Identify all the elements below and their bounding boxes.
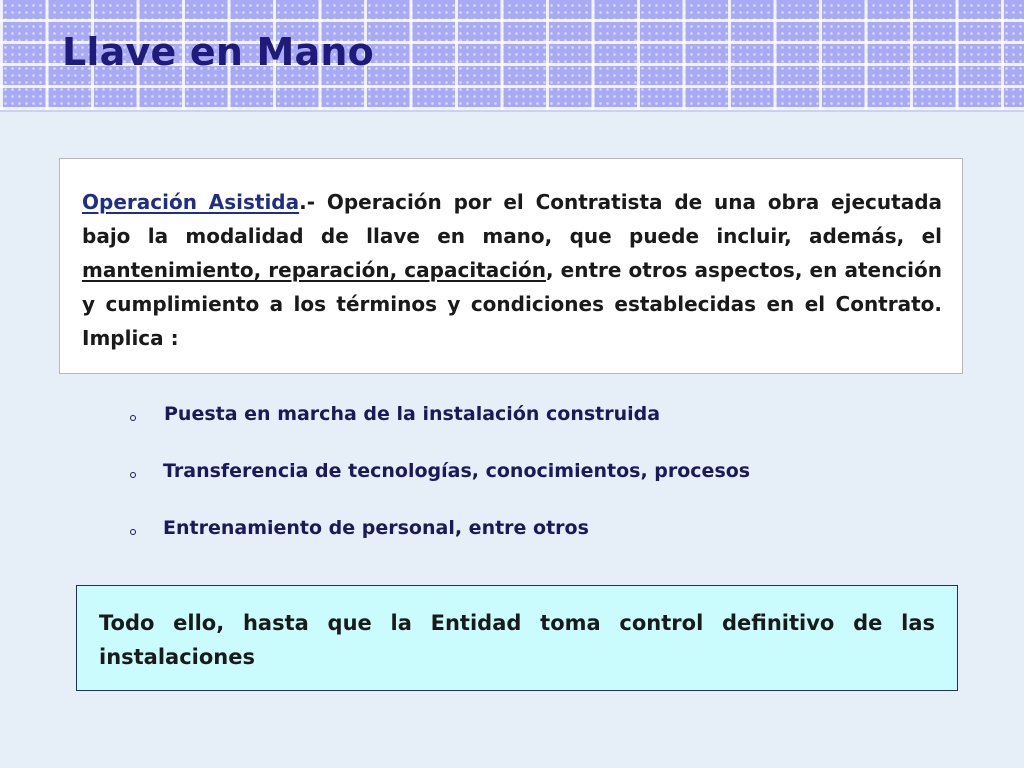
circle-bullet-icon [130, 415, 136, 421]
conclusion-box [76, 585, 958, 691]
list-item-text: Puesta en marcha de la instalación construida [164, 403, 661, 425]
definition-paragraph [82, 185, 942, 355]
slide-title: Llave en Mano [62, 30, 374, 74]
definition-text-part1: .- Operación por el Contratista de una obra ejecutada bajo la modalidad de llave en mano, que puede incluir, además, el [82, 190, 943, 248]
list-item-text: Entrenamiento de personal, entre otros [163, 517, 589, 539]
definition-text-part2: , entre otros aspectos, en atención y cumplimiento a los términos y condiciones establecidas en el Contrato. Implica : [82, 258, 942, 350]
circle-bullet-icon [130, 529, 136, 535]
definition-box [59, 158, 963, 374]
circle-bullet-icon [130, 472, 136, 478]
list-item-text: Transferencia de tecnologías, conocimientos, procesos [163, 460, 751, 482]
definition-underlined-list: mantenimiento, reparación, capacitación [82, 258, 546, 282]
definition-term: Operación Asistida [82, 190, 300, 214]
conclusion-text: Todo ello, hasta que la Entidad toma control definitivo de las instalaciones [99, 611, 935, 669]
